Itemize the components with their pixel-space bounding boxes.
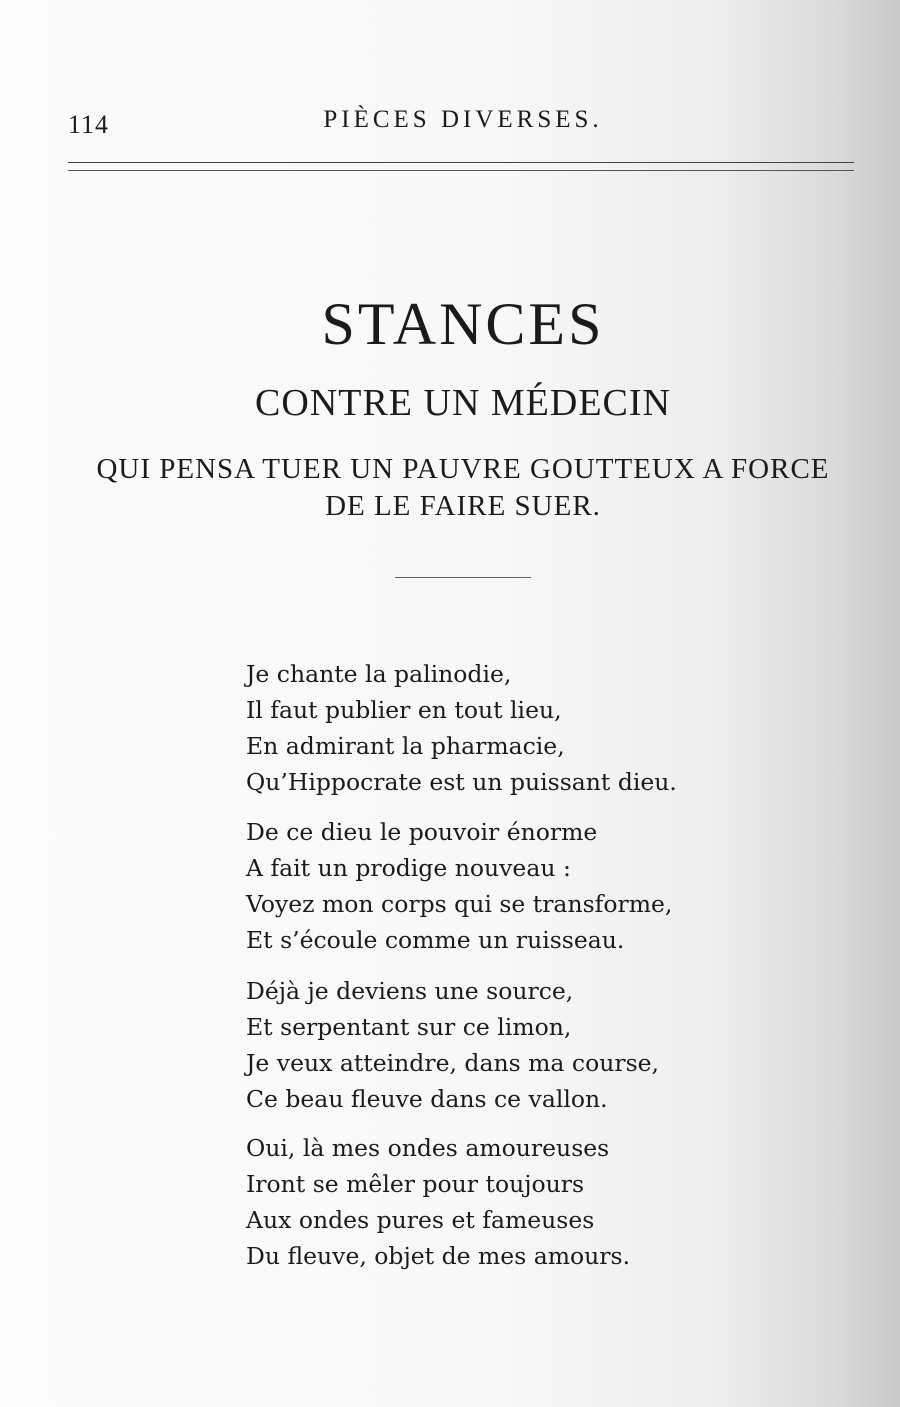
stanza-3	[246, 973, 659, 1117]
verse-line: Du fleuve, objet de mes amours.	[246, 1242, 631, 1270]
verse-line: Ce beau fleuve dans ce vallon.	[246, 1085, 608, 1113]
verse-line: Iront se mêler pour toujours	[246, 1170, 585, 1198]
verse-line: Et s’écoule comme un ruisseau.	[246, 926, 625, 954]
verse-line: Qu’Hippocrate est un puissant dieu.	[246, 768, 677, 796]
header-rule-bottom	[68, 170, 854, 171]
poem-heading-line-2: DE LE FAIRE SUER.	[325, 490, 601, 522]
poem-subtitle: CONTRE UN MÉDECIN	[255, 382, 671, 424]
verse-line: Voyez mon corps qui se transforme,	[246, 890, 673, 918]
verse-line: Oui, là mes ondes amoureuses	[246, 1134, 610, 1162]
verse-line: A fait un prodige nouveau :	[246, 854, 571, 882]
verse-line: Je veux atteindre, dans ma course,	[246, 1049, 660, 1077]
verse-line: Déjà je deviens une source,	[246, 977, 574, 1005]
running-title: PIÈCES DIVERSES.	[323, 106, 603, 133]
verse-line: Il faut publier en tout lieu,	[246, 696, 562, 724]
title-separator-rule	[395, 577, 531, 578]
stanza-1	[246, 656, 677, 800]
header-rule-top	[68, 162, 854, 163]
verse-line: Aux ondes pures et fameuses	[246, 1206, 595, 1234]
verse-line: En admirant la pharmacie,	[246, 732, 565, 760]
stanza-4	[246, 1130, 630, 1274]
verse-line: De ce dieu le pouvoir énorme	[246, 818, 598, 846]
verse-line: Je chante la palinodie,	[246, 660, 512, 688]
verse-line: Et serpentant sur ce limon,	[246, 1013, 572, 1041]
page-number: 114	[68, 110, 110, 139]
poem-heading-line-1: QUI PENSA TUER UN PAUVRE GOUTTEUX A FORCE	[96, 453, 830, 485]
stanza-2	[246, 814, 672, 958]
poem-title: STANCES	[321, 291, 605, 357]
